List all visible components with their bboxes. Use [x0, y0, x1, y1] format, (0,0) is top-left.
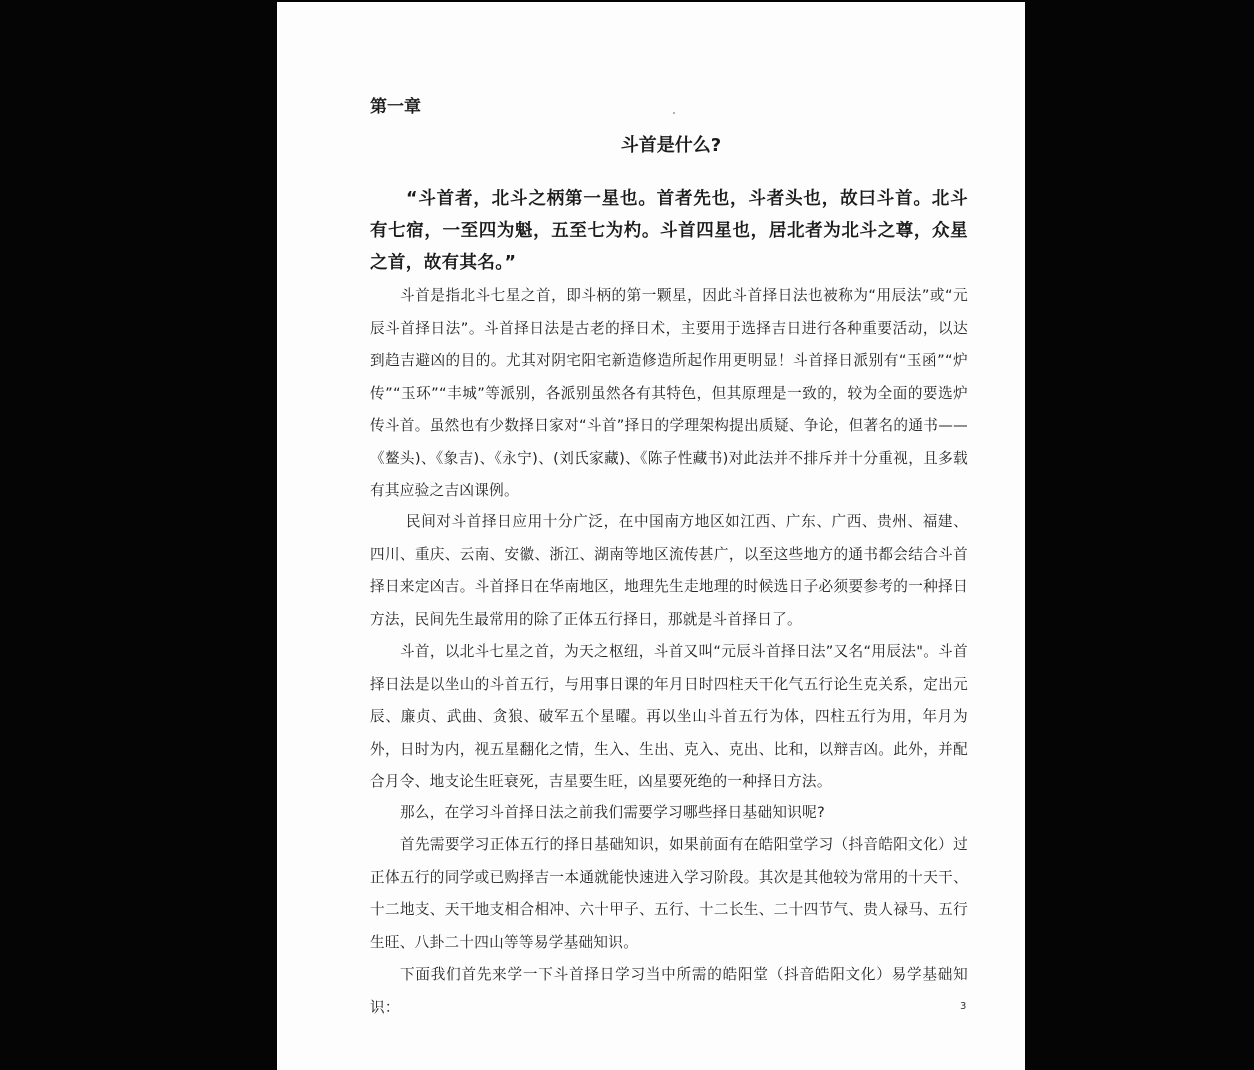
opening-quote: “斗首者，北斗之柄第一星也。首者先也，斗者头也，故曰斗首。北斗有七宿，一至四为魁，五至七为杓。斗首四星也，居北者为北斗之尊，众星之首，故有其名。” — [370, 189, 968, 273]
paragraph: 下面我们首先来学一下斗首择日学习当中所需的皓阳堂（抖音皓阳文化）易学基础知识： — [370, 966, 968, 1016]
paragraph: 斗首，以北斗七星之首，为天之枢纽，斗首又叫“元辰斗首择日法”又名“用辰法"。斗首择日法是以坐山的斗首五行，与用事日课的年月日时四柱天干化气五行论生克关系，定出元辰、廉贞、武曲、贪狼、破军五个星曜。再以坐山斗首五行为体，四柱五行为用，年月为外，日时为内，视五星翻化之情，生入、生出、克入、克出、比和，以辩吉凶。此外，并配合月令、地支论生旺衰死，吉星要生旺，凶星要死绝的一种择日方法。 — [370, 643, 968, 790]
scan-speck — [673, 112, 675, 114]
document-page — [277, 2, 1025, 1070]
chapter-label: 第一章 — [370, 97, 421, 117]
paragraph: 首先需要学习正体五行的择日基础知识，如果前面有在皓阳堂学习（抖音皓阳文化）过正体五行的同学或已购择吉一本通就能快速进入学习阶段。其次是其他较为常用的十天干、十二地支、天干地支相合相冲、六十甲子、五行、十二长生、二十四节气、贵人禄马、五行生旺、八卦二十四山等等易学基础知识。 — [370, 836, 968, 951]
page-number: 3 — [960, 1001, 967, 1012]
paragraph: 那么，在学习斗首择日法之前我们需要学习哪些择日基础知识呢? — [400, 804, 826, 821]
section-title: 斗首是什么? — [620, 135, 722, 156]
paragraph: 民间对斗首择日应用十分广泛，在中国南方地区如江西、广东、广西、贵州、福建、四川、重庆、云南、安徽、浙江、湖南等地区流传甚广，以至这些地方的通书都会结合斗首择日来定凶吉。斗首择日在华南地区，地理先生走地理的时候选日子必须要参考的一种择日方法，民间先生最常用的除了正体五行择日，那就是斗首择日了。 — [370, 513, 968, 628]
paragraph: 斗首是指北斗七星之首，即斗柄的第一颗星，因此斗首择日法也被称为“用辰法”或“元辰斗首择日法”。斗首择日法是古老的择日术，主要用于选择吉日进行各种重要活动，以达到趋吉避凶的目的。尤其对阴宅阳宅新造修造所起作用更明显！斗首择日派别有“玉函”“炉传”“玉环”“丰城”等派别，各派别虽然各有其特色，但其原理是一致的，较为全面的要选炉传斗首。虽然也有少数择日家对“斗首”择日的学理架构提出质疑、争论，但著名的通书——《鳌头)、《象吉)、《永宁)、(刘氏家藏)、《陈子性藏书)对此法并不排斥并十分重视，且多载有其应验之吉凶课例。 — [370, 287, 968, 499]
